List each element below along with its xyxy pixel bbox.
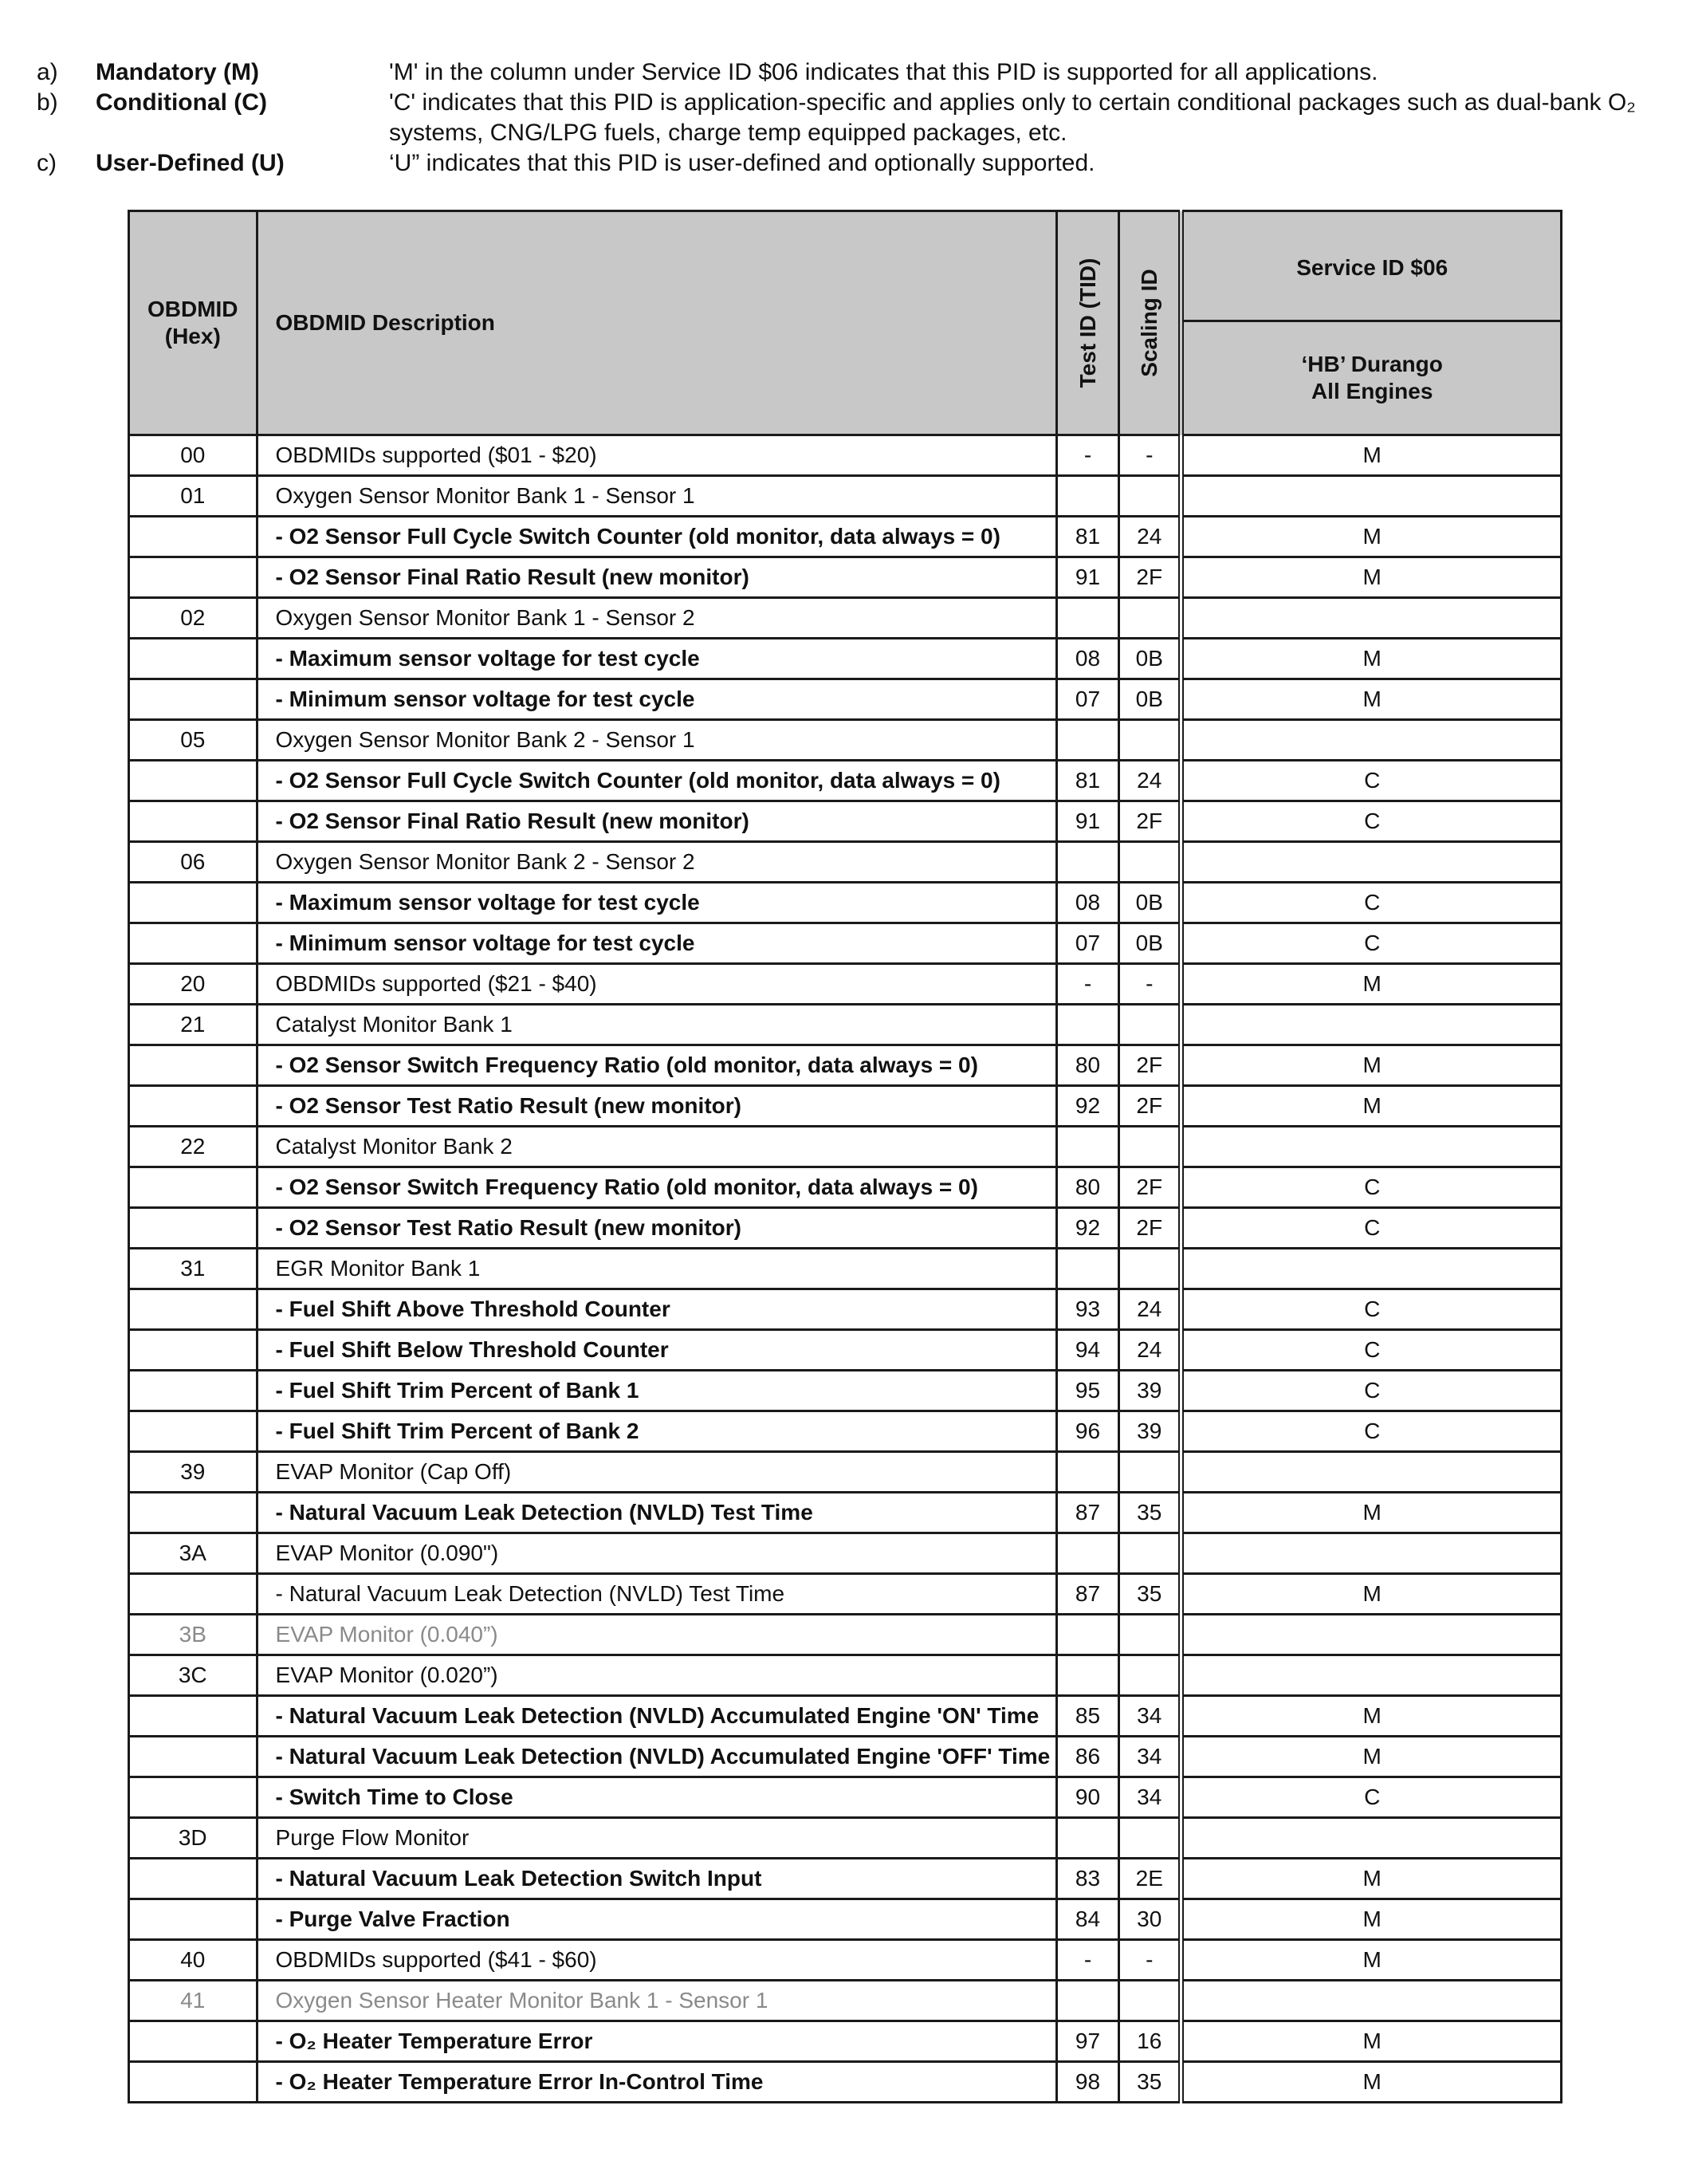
cell-test-id: - xyxy=(1056,1940,1118,1981)
cell-description: - Minimum sensor voltage for test cycle xyxy=(257,679,1056,720)
cell-scaling-id: 30 xyxy=(1119,1899,1181,1940)
legend-letter: c) xyxy=(37,150,57,176)
cell-obdmid xyxy=(129,1411,257,1452)
obdmid-table xyxy=(128,210,1562,2103)
cell-service-support: C xyxy=(1181,1208,1562,1249)
cell-test-id: 92 xyxy=(1056,1086,1118,1127)
cell-obdmid xyxy=(129,1289,257,1330)
cell-obdmid xyxy=(129,801,257,842)
table-row xyxy=(129,1086,1562,1127)
table-row xyxy=(129,1045,1562,1086)
table-row xyxy=(129,1696,1562,1737)
cell-service-support xyxy=(1181,1533,1562,1574)
cell-scaling-id: 2F xyxy=(1119,1086,1181,1127)
cell-description: Purge Flow Monitor xyxy=(257,1818,1056,1859)
cell-service-support xyxy=(1181,1615,1562,1655)
legend-term: Conditional (C) xyxy=(96,89,267,116)
cell-service-support: C xyxy=(1181,1167,1562,1208)
cell-obdmid: 22 xyxy=(129,1127,257,1167)
cell-test-id: 91 xyxy=(1056,801,1118,842)
cell-description: - Fuel Shift Above Threshold Counter xyxy=(257,1289,1056,1330)
cell-scaling-id: 24 xyxy=(1119,761,1181,801)
cell-description: EVAP Monitor (Cap Off) xyxy=(257,1452,1056,1493)
cell-obdmid xyxy=(129,1859,257,1899)
table-row xyxy=(129,1371,1562,1411)
header-scaling-id xyxy=(1119,211,1181,435)
table-row xyxy=(129,639,1562,679)
cell-obdmid xyxy=(129,2062,257,2103)
cell-scaling-id xyxy=(1119,1615,1181,1655)
cell-scaling-id: 16 xyxy=(1119,2021,1181,2062)
cell-obdmid xyxy=(129,1086,257,1127)
table-row xyxy=(129,1411,1562,1452)
cell-test-id xyxy=(1056,1818,1118,1859)
cell-obdmid: 01 xyxy=(129,476,257,517)
cell-description: - O₂ Heater Temperature Error xyxy=(257,2021,1056,2062)
cell-test-id: 07 xyxy=(1056,679,1118,720)
table-body xyxy=(129,435,1562,2103)
cell-test-id: 96 xyxy=(1056,1411,1118,1452)
cell-service-support: M xyxy=(1181,517,1562,557)
cell-scaling-id: 2F xyxy=(1119,557,1181,598)
cell-description: - Fuel Shift Trim Percent of Bank 1 xyxy=(257,1371,1056,1411)
cell-description: - O2 Sensor Test Ratio Result (new monitor) xyxy=(257,1086,1056,1127)
cell-scaling-id xyxy=(1119,1452,1181,1493)
cell-scaling-id: 2E xyxy=(1119,1859,1181,1899)
cell-description: Oxygen Sensor Monitor Bank 2 - Sensor 2 xyxy=(257,842,1056,883)
cell-description: - O2 Sensor Final Ratio Result (new monitor) xyxy=(257,801,1056,842)
legend-description: 'M' in the column under Service ID $06 indicates that this PID is supported for all applications. xyxy=(389,59,1378,85)
cell-service-support: M xyxy=(1181,1574,1562,1615)
cell-service-support: M xyxy=(1181,1940,1562,1981)
cell-test-id: 80 xyxy=(1056,1167,1118,1208)
table-row xyxy=(129,598,1562,639)
cell-test-id: 98 xyxy=(1056,2062,1118,2103)
cell-scaling-id: 35 xyxy=(1119,1574,1181,1615)
cell-scaling-id: 34 xyxy=(1119,1737,1181,1777)
cell-obdmid: 40 xyxy=(129,1940,257,1981)
cell-description: OBDMIDs supported ($41 - $60) xyxy=(257,1940,1056,1981)
cell-obdmid: 3B xyxy=(129,1615,257,1655)
header-hex-label: (Hex) xyxy=(164,324,221,348)
cell-service-support: M xyxy=(1181,1493,1562,1533)
cell-test-id xyxy=(1056,1533,1118,1574)
cell-description: - O2 Sensor Test Ratio Result (new monitor) xyxy=(257,1208,1056,1249)
cell-test-id: 81 xyxy=(1056,517,1118,557)
cell-description: - Natural Vacuum Leak Detection (NVLD) Accumulated Engine 'OFF' Time xyxy=(257,1737,1056,1777)
cell-scaling-id: - xyxy=(1119,435,1181,476)
cell-scaling-id: 2F xyxy=(1119,1045,1181,1086)
cell-service-support: M xyxy=(1181,679,1562,720)
cell-description: - Fuel Shift Trim Percent of Bank 2 xyxy=(257,1411,1056,1452)
cell-service-support: C xyxy=(1181,801,1562,842)
header-obdmid xyxy=(129,211,257,435)
cell-description: - O2 Sensor Final Ratio Result (new monitor) xyxy=(257,557,1056,598)
cell-description: - Natural Vacuum Leak Detection (NVLD) Test Time xyxy=(257,1493,1056,1533)
legend-item xyxy=(37,57,1663,88)
legend-description: ‘U” indicates that this PID is user-defined and optionally supported. xyxy=(389,150,1095,176)
cell-obdmid xyxy=(129,2021,257,2062)
cell-description: OBDMIDs supported ($21 - $40) xyxy=(257,964,1056,1005)
header-vehicle-label: ‘HB’ Durango xyxy=(1301,352,1443,376)
cell-service-support: C xyxy=(1181,1371,1562,1411)
table-row xyxy=(129,679,1562,720)
table-row xyxy=(129,1005,1562,1045)
cell-scaling-id xyxy=(1119,1127,1181,1167)
cell-obdmid xyxy=(129,1208,257,1249)
cell-test-id: 95 xyxy=(1056,1371,1118,1411)
header-description: OBDMID Description xyxy=(257,211,1056,435)
cell-description: - O2 Sensor Full Cycle Switch Counter (old monitor, data always = 0) xyxy=(257,517,1056,557)
cell-obdmid: 41 xyxy=(129,1981,257,2021)
cell-scaling-id: 39 xyxy=(1119,1411,1181,1452)
cell-service-support: M xyxy=(1181,557,1562,598)
cell-service-support: C xyxy=(1181,1411,1562,1452)
cell-test-id: 92 xyxy=(1056,1208,1118,1249)
cell-test-id: 08 xyxy=(1056,639,1118,679)
table-row xyxy=(129,1249,1562,1289)
cell-obdmid: 00 xyxy=(129,435,257,476)
cell-test-id: 93 xyxy=(1056,1289,1118,1330)
cell-description: OBDMIDs supported ($01 - $20) xyxy=(257,435,1056,476)
cell-scaling-id: 2F xyxy=(1119,801,1181,842)
table-row xyxy=(129,1940,1562,1981)
cell-obdmid: 05 xyxy=(129,720,257,761)
cell-scaling-id xyxy=(1119,476,1181,517)
cell-test-id xyxy=(1056,1127,1118,1167)
legend-description: 'C' indicates that this PID is application-specific and applies only to certain conditional packages such as dual-bank O₂ systems, CNG/LPG fuels, charge temp equipped packages, etc. xyxy=(389,89,1636,146)
cell-service-support xyxy=(1181,1005,1562,1045)
table-row xyxy=(129,1127,1562,1167)
table-row xyxy=(129,883,1562,923)
legend-letter: b) xyxy=(37,89,58,116)
cell-service-support: M xyxy=(1181,2062,1562,2103)
cell-obdmid xyxy=(129,883,257,923)
cell-obdmid xyxy=(129,1045,257,1086)
table-row xyxy=(129,1737,1562,1777)
table-row xyxy=(129,1859,1562,1899)
cell-obdmid: 21 xyxy=(129,1005,257,1045)
cell-scaling-id: 35 xyxy=(1119,1493,1181,1533)
cell-description: - O2 Sensor Switch Frequency Ratio (old monitor, data always = 0) xyxy=(257,1045,1056,1086)
cell-scaling-id: 34 xyxy=(1119,1696,1181,1737)
cell-service-support: M xyxy=(1181,2021,1562,2062)
cell-obdmid xyxy=(129,1574,257,1615)
cell-test-id: 07 xyxy=(1056,923,1118,964)
cell-obdmid xyxy=(129,1737,257,1777)
table-row xyxy=(129,720,1562,761)
cell-test-id: 87 xyxy=(1056,1574,1118,1615)
cell-scaling-id xyxy=(1119,1005,1181,1045)
cell-scaling-id xyxy=(1119,598,1181,639)
cell-scaling-id xyxy=(1119,1533,1181,1574)
cell-obdmid xyxy=(129,923,257,964)
cell-service-support xyxy=(1181,1249,1562,1289)
legend-item xyxy=(37,88,1663,148)
cell-scaling-id: 34 xyxy=(1119,1777,1181,1818)
table-row xyxy=(129,476,1562,517)
cell-test-id xyxy=(1056,1005,1118,1045)
table-row xyxy=(129,557,1562,598)
cell-description: Catalyst Monitor Bank 1 xyxy=(257,1005,1056,1045)
cell-test-id xyxy=(1056,720,1118,761)
cell-service-support xyxy=(1181,1127,1562,1167)
cell-description: EVAP Monitor (0.090") xyxy=(257,1533,1056,1574)
cell-service-support: C xyxy=(1181,761,1562,801)
cell-obdmid: 06 xyxy=(129,842,257,883)
cell-test-id: 91 xyxy=(1056,557,1118,598)
cell-obdmid: 02 xyxy=(129,598,257,639)
table-row xyxy=(129,923,1562,964)
cell-obdmid xyxy=(129,1493,257,1533)
table-row xyxy=(129,1208,1562,1249)
table-row xyxy=(129,517,1562,557)
cell-description: - O₂ Heater Temperature Error In-Control Time xyxy=(257,2062,1056,2103)
cell-scaling-id xyxy=(1119,842,1181,883)
cell-obdmid: 3A xyxy=(129,1533,257,1574)
cell-service-support xyxy=(1181,842,1562,883)
cell-test-id xyxy=(1056,1981,1118,2021)
table-row xyxy=(129,801,1562,842)
cell-service-support: C xyxy=(1181,883,1562,923)
legend-item xyxy=(37,148,1663,179)
cell-obdmid xyxy=(129,1777,257,1818)
cell-test-id: - xyxy=(1056,435,1118,476)
cell-service-support: M xyxy=(1181,1696,1562,1737)
cell-scaling-id xyxy=(1119,720,1181,761)
cell-service-support xyxy=(1181,1981,1562,2021)
cell-scaling-id: 0B xyxy=(1119,923,1181,964)
legend xyxy=(37,57,1663,179)
table-row xyxy=(129,2062,1562,2103)
cell-scaling-id: 24 xyxy=(1119,1289,1181,1330)
cell-scaling-id: 35 xyxy=(1119,2062,1181,2103)
header-obdmid-label: OBDMID xyxy=(147,297,238,321)
cell-test-id: 94 xyxy=(1056,1330,1118,1371)
table-row xyxy=(129,1452,1562,1493)
legend-term: User-Defined (U) xyxy=(96,150,285,176)
cell-service-support: M xyxy=(1181,1086,1562,1127)
cell-service-support: C xyxy=(1181,1330,1562,1371)
header-test-id-label: Test ID (TID) xyxy=(1075,258,1100,388)
table-row xyxy=(129,1818,1562,1859)
cell-description: - O2 Sensor Full Cycle Switch Counter (old monitor, data always = 0) xyxy=(257,761,1056,801)
cell-obdmid xyxy=(129,517,257,557)
table-row xyxy=(129,761,1562,801)
table-row xyxy=(129,1615,1562,1655)
cell-service-support xyxy=(1181,1655,1562,1696)
cell-scaling-id: 24 xyxy=(1119,1330,1181,1371)
table-row xyxy=(129,964,1562,1005)
cell-test-id: 83 xyxy=(1056,1859,1118,1899)
table-row xyxy=(129,1330,1562,1371)
cell-service-support: M xyxy=(1181,639,1562,679)
cell-description: EVAP Monitor (0.040”) xyxy=(257,1615,1056,1655)
cell-test-id xyxy=(1056,1249,1118,1289)
cell-description: Oxygen Sensor Heater Monitor Bank 1 - Sensor 1 xyxy=(257,1981,1056,2021)
cell-scaling-id: 0B xyxy=(1119,639,1181,679)
cell-description: Catalyst Monitor Bank 2 xyxy=(257,1127,1056,1167)
cell-service-support: M xyxy=(1181,964,1562,1005)
cell-service-support: M xyxy=(1181,1045,1562,1086)
cell-scaling-id: - xyxy=(1119,964,1181,1005)
cell-test-id xyxy=(1056,598,1118,639)
header-engines-label: All Engines xyxy=(1311,379,1433,403)
cell-test-id xyxy=(1056,1452,1118,1493)
cell-scaling-id: 0B xyxy=(1119,883,1181,923)
legend-term: Mandatory (M) xyxy=(96,59,259,85)
cell-obdmid xyxy=(129,679,257,720)
cell-test-id: 90 xyxy=(1056,1777,1118,1818)
table-row xyxy=(129,2021,1562,2062)
header-service-id: Service ID $06 xyxy=(1181,211,1562,321)
cell-scaling-id: 2F xyxy=(1119,1167,1181,1208)
cell-obdmid xyxy=(129,761,257,801)
cell-description: EVAP Monitor (0.020”) xyxy=(257,1655,1056,1696)
cell-service-support: M xyxy=(1181,435,1562,476)
cell-test-id xyxy=(1056,842,1118,883)
header-test-id xyxy=(1056,211,1118,435)
cell-service-support xyxy=(1181,1452,1562,1493)
table-row xyxy=(129,1655,1562,1696)
cell-test-id: 85 xyxy=(1056,1696,1118,1737)
table-row xyxy=(129,1493,1562,1533)
cell-description: - Natural Vacuum Leak Detection (NVLD) Accumulated Engine 'ON' Time xyxy=(257,1696,1056,1737)
cell-test-id: 86 xyxy=(1056,1737,1118,1777)
cell-description: Oxygen Sensor Monitor Bank 1 - Sensor 2 xyxy=(257,598,1056,639)
cell-obdmid: 3D xyxy=(129,1818,257,1859)
cell-service-support xyxy=(1181,598,1562,639)
cell-scaling-id: 0B xyxy=(1119,679,1181,720)
cell-obdmid xyxy=(129,639,257,679)
cell-test-id xyxy=(1056,476,1118,517)
cell-description: - Maximum sensor voltage for test cycle xyxy=(257,639,1056,679)
cell-obdmid xyxy=(129,1371,257,1411)
header-vehicle xyxy=(1181,321,1562,435)
table-row xyxy=(129,1533,1562,1574)
cell-obdmid: 31 xyxy=(129,1249,257,1289)
cell-test-id: 80 xyxy=(1056,1045,1118,1086)
table-row xyxy=(129,1981,1562,2021)
table-row xyxy=(129,842,1562,883)
cell-description: - O2 Sensor Switch Frequency Ratio (old monitor, data always = 0) xyxy=(257,1167,1056,1208)
cell-test-id: 81 xyxy=(1056,761,1118,801)
cell-scaling-id: - xyxy=(1119,1940,1181,1981)
cell-scaling-id xyxy=(1119,1655,1181,1696)
table-row xyxy=(129,1167,1562,1208)
cell-service-support: M xyxy=(1181,1859,1562,1899)
cell-scaling-id: 39 xyxy=(1119,1371,1181,1411)
cell-description: - Natural Vacuum Leak Detection Switch Input xyxy=(257,1859,1056,1899)
cell-scaling-id: 2F xyxy=(1119,1208,1181,1249)
cell-scaling-id xyxy=(1119,1818,1181,1859)
cell-obdmid xyxy=(129,1330,257,1371)
cell-test-id xyxy=(1056,1655,1118,1696)
cell-obdmid: 39 xyxy=(129,1452,257,1493)
cell-description: Oxygen Sensor Monitor Bank 1 - Sensor 1 xyxy=(257,476,1056,517)
cell-test-id: 84 xyxy=(1056,1899,1118,1940)
cell-description: - Natural Vacuum Leak Detection (NVLD) Test Time xyxy=(257,1574,1056,1615)
cell-obdmid xyxy=(129,1899,257,1940)
table-row xyxy=(129,435,1562,476)
cell-description: - Maximum sensor voltage for test cycle xyxy=(257,883,1056,923)
cell-service-support: C xyxy=(1181,1777,1562,1818)
cell-service-support: M xyxy=(1181,1737,1562,1777)
cell-service-support: M xyxy=(1181,1899,1562,1940)
legend-letter: a) xyxy=(37,59,58,85)
cell-description: - Fuel Shift Below Threshold Counter xyxy=(257,1330,1056,1371)
cell-scaling-id: 24 xyxy=(1119,517,1181,557)
cell-obdmid: 3C xyxy=(129,1655,257,1696)
cell-obdmid xyxy=(129,1696,257,1737)
cell-description: EGR Monitor Bank 1 xyxy=(257,1249,1056,1289)
cell-test-id: 87 xyxy=(1056,1493,1118,1533)
cell-service-support: C xyxy=(1181,1289,1562,1330)
cell-description: Oxygen Sensor Monitor Bank 2 - Sensor 1 xyxy=(257,720,1056,761)
cell-description: - Purge Valve Fraction xyxy=(257,1899,1056,1940)
cell-test-id: 97 xyxy=(1056,2021,1118,2062)
cell-description: - Switch Time to Close xyxy=(257,1777,1056,1818)
cell-test-id xyxy=(1056,1615,1118,1655)
cell-service-support xyxy=(1181,720,1562,761)
table-row xyxy=(129,1777,1562,1818)
cell-scaling-id xyxy=(1119,1981,1181,2021)
cell-test-id: - xyxy=(1056,964,1118,1005)
cell-service-support xyxy=(1181,476,1562,517)
cell-obdmid xyxy=(129,557,257,598)
table-row xyxy=(129,1289,1562,1330)
cell-obdmid xyxy=(129,1167,257,1208)
cell-description: - Minimum sensor voltage for test cycle xyxy=(257,923,1056,964)
cell-test-id: 08 xyxy=(1056,883,1118,923)
cell-obdmid: 20 xyxy=(129,964,257,1005)
table-row xyxy=(129,1574,1562,1615)
cell-service-support: C xyxy=(1181,923,1562,964)
cell-scaling-id xyxy=(1119,1249,1181,1289)
cell-service-support xyxy=(1181,1818,1562,1859)
table-row xyxy=(129,1899,1562,1940)
header-scaling-id-label: Scaling ID xyxy=(1136,269,1161,377)
